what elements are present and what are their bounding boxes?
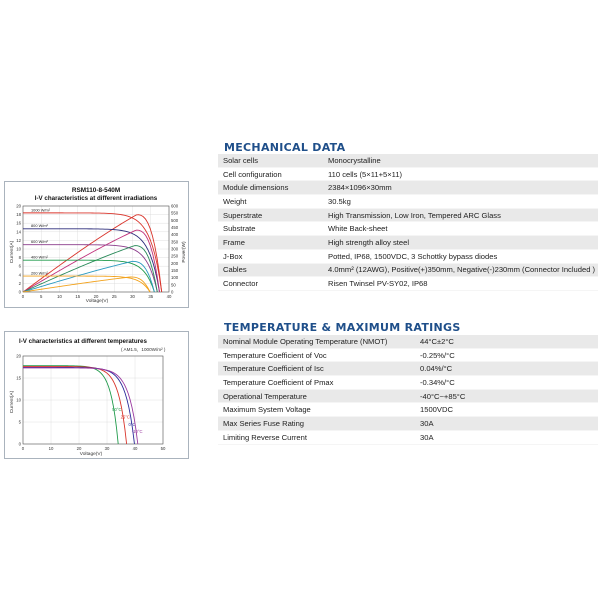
x-tick-label: 35 bbox=[148, 294, 154, 299]
temperature-spec-label: Nominal Module Operating Temperature (NMOT) bbox=[218, 335, 415, 348]
y-tick-label: 20 bbox=[16, 353, 21, 359]
y-tick-label: 16 bbox=[16, 220, 21, 226]
irradiation-chart bbox=[5, 182, 188, 307]
y2-axis-label: Power(W) bbox=[182, 241, 187, 263]
iv-curve bbox=[23, 368, 138, 444]
x-tick-label: 25 bbox=[111, 294, 117, 299]
y2-tick-label: 50 bbox=[171, 282, 176, 288]
mechanical-spec-value: 2384×1096×30mm bbox=[323, 181, 598, 195]
mechanical-spec-value: White Back-sheet bbox=[323, 222, 598, 236]
y-tick-label: 6 bbox=[18, 263, 21, 269]
temperature-spec-row bbox=[218, 348, 598, 362]
chart-title: I-V characteristics at different temperatures bbox=[19, 338, 147, 345]
temperature-spec-row bbox=[218, 335, 598, 348]
mechanical-spec-value: 4.0mm² (12AWG), Positive(+)350mm, Negative(-)230mm (Connector Included ) bbox=[323, 263, 598, 277]
mechanical-spec-value: Monocrystalline bbox=[323, 154, 598, 167]
x-tick-label: 40 bbox=[132, 446, 138, 451]
temperature-spec-value: -40°C~+85°C bbox=[415, 389, 598, 403]
iv-curve bbox=[23, 366, 118, 444]
x-tick-label: 30 bbox=[104, 446, 110, 451]
irradiation-chart-panel bbox=[4, 181, 189, 308]
y2-tick-label: 150 bbox=[171, 268, 179, 273]
x-tick-label: 30 bbox=[130, 294, 135, 299]
mechanical-spec-row bbox=[218, 277, 598, 291]
temperature-chart-panel bbox=[4, 331, 189, 459]
y2-tick-label: 250 bbox=[171, 253, 179, 259]
y-tick-label: 10 bbox=[16, 397, 21, 403]
power-curve bbox=[23, 277, 150, 292]
x-tick-label: 0 bbox=[21, 446, 25, 451]
y2-tick-label: 550 bbox=[171, 210, 179, 216]
mechanical-spec-label: Module dimensions bbox=[218, 181, 323, 195]
chart-title: I-V characteristics at different irradiations bbox=[34, 195, 158, 202]
series-label: 400 W/m² bbox=[31, 254, 48, 260]
series-label: 0°C bbox=[128, 421, 136, 427]
series-label: 800 W/m² bbox=[31, 223, 48, 229]
y-tick-label: 4 bbox=[18, 272, 21, 278]
mechanical-spec-row bbox=[218, 154, 598, 167]
y-tick-label: 14 bbox=[16, 229, 21, 235]
x-tick-label: 15 bbox=[75, 294, 81, 299]
y-tick-label: 20 bbox=[16, 203, 21, 209]
power-curve bbox=[23, 246, 157, 292]
y-tick-label: 8 bbox=[18, 255, 21, 261]
y-tick-label: 18 bbox=[16, 212, 21, 218]
mechanical-data-heading: MECHANICAL DATA bbox=[224, 141, 346, 154]
temperature-spec-value: 30A bbox=[415, 417, 598, 431]
y-tick-label: 12 bbox=[16, 237, 21, 243]
series-label: 200 W/m² bbox=[31, 270, 48, 276]
mechanical-spec-value: 110 cells (5×11+5×11) bbox=[323, 167, 598, 181]
mechanical-spec-label: Cell configuration bbox=[218, 167, 323, 181]
temperature-spec-label: Temperature Coefficient of Voc bbox=[218, 348, 415, 362]
temperature-spec-label: Temperature Coefficient of Pmax bbox=[218, 376, 415, 390]
chart-subtitle: ( AM1.5，1000W/m² ) bbox=[121, 347, 166, 352]
temperature-ratings-table bbox=[218, 335, 598, 445]
mechanical-spec-row bbox=[218, 195, 598, 209]
power-curve bbox=[23, 261, 154, 292]
mechanical-spec-label: Cables bbox=[218, 263, 323, 277]
x-tick-label: 50 bbox=[160, 446, 166, 451]
temperature-spec-value: 0.04%/°C bbox=[415, 362, 598, 376]
mechanical-spec-row bbox=[218, 181, 598, 195]
mechanical-spec-label: Frame bbox=[218, 236, 323, 250]
y2-tick-label: 0 bbox=[171, 289, 174, 295]
y2-tick-label: 450 bbox=[171, 225, 179, 230]
series-label: 600 W/m² bbox=[31, 239, 48, 245]
temperature-spec-label: Temperature Coefficient of Isc bbox=[218, 362, 415, 376]
mechanical-spec-label: Weight bbox=[218, 195, 323, 209]
y-tick-label: 5 bbox=[18, 419, 21, 425]
x-tick-label: 20 bbox=[93, 294, 99, 299]
temperature-spec-value: -0.25%/°C bbox=[415, 348, 598, 362]
temperature-chart bbox=[5, 332, 188, 458]
x-tick-label: 0 bbox=[21, 294, 25, 299]
y2-tick-label: 500 bbox=[171, 217, 179, 223]
series-label: -10°C bbox=[131, 429, 143, 435]
mechanical-spec-row bbox=[218, 208, 598, 222]
mechanical-spec-row bbox=[218, 263, 598, 277]
mechanical-spec-value: Potted, IP68, 1500VDC, 3 Schottky bypass diodes bbox=[323, 249, 598, 263]
y-tick-label: 10 bbox=[16, 246, 21, 252]
mechanical-spec-row bbox=[218, 167, 598, 181]
y-tick-label: 2 bbox=[18, 280, 21, 286]
temperature-spec-label: Max Series Fuse Rating bbox=[218, 417, 415, 431]
iv-curve bbox=[23, 367, 134, 444]
mechanical-spec-value: Risen Twinsel PV-SY02, IP68 bbox=[323, 277, 598, 291]
series-label: 1000 W/m² bbox=[31, 207, 51, 213]
y2-tick-label: 600 bbox=[171, 203, 179, 209]
temperature-spec-value: 1500VDC bbox=[415, 403, 598, 417]
series-label: 25°C bbox=[120, 414, 130, 420]
x-tick-label: 20 bbox=[76, 446, 82, 451]
x-axis-label: Voltage(V) bbox=[85, 299, 109, 304]
y2-tick-label: 400 bbox=[171, 232, 179, 238]
mechanical-spec-row bbox=[218, 236, 598, 250]
y-tick-label: 0 bbox=[18, 441, 21, 447]
temperature-spec-label: Maximum System Voltage bbox=[218, 403, 415, 417]
temperature-spec-row bbox=[218, 403, 598, 417]
chart-model-title: RSM110-8-540M bbox=[71, 187, 121, 194]
x-tick-label: 10 bbox=[48, 446, 54, 451]
mechanical-data-table bbox=[218, 154, 598, 291]
mechanical-spec-label: J-Box bbox=[218, 249, 323, 263]
y-tick-label: 0 bbox=[18, 289, 21, 295]
temperature-spec-value: -0.34%/°C bbox=[415, 376, 598, 390]
mechanical-spec-label: Substrate bbox=[218, 222, 323, 236]
x-tick-label: 5 bbox=[40, 294, 43, 299]
iv-curve bbox=[23, 245, 157, 292]
mechanical-spec-label: Solar cells bbox=[218, 154, 323, 167]
y2-tick-label: 100 bbox=[171, 275, 179, 281]
y-axis-label: Current(A) bbox=[10, 390, 15, 414]
temperature-spec-row bbox=[218, 362, 598, 376]
temperature-spec-value: 30A bbox=[415, 430, 598, 444]
y-axis-label: Current(A) bbox=[10, 240, 15, 264]
mechanical-spec-label: Connector bbox=[218, 277, 323, 291]
mechanical-spec-row bbox=[218, 249, 598, 263]
y2-tick-label: 200 bbox=[171, 260, 179, 266]
temperature-spec-row bbox=[218, 417, 598, 431]
mechanical-spec-value: High Transmission, Low Iron, Tempered ARC Glass bbox=[323, 208, 598, 222]
mechanical-spec-row bbox=[218, 222, 598, 236]
y-tick-label: 15 bbox=[16, 375, 21, 381]
temperature-spec-row bbox=[218, 430, 598, 444]
x-tick-label: 40 bbox=[166, 294, 172, 299]
temperature-spec-label: Limiting Reverse Current bbox=[218, 430, 415, 444]
temperature-spec-row bbox=[218, 376, 598, 390]
mechanical-spec-label: Superstrate bbox=[218, 208, 323, 222]
series-label: 50°C bbox=[112, 407, 122, 413]
x-tick-label: 10 bbox=[57, 294, 62, 299]
temperature-spec-row bbox=[218, 389, 598, 403]
temperature-ratings-heading: TEMPERATURE & MAXIMUM RATINGS bbox=[224, 321, 461, 334]
y2-tick-label: 350 bbox=[171, 239, 179, 245]
temperature-spec-label: Operational Temperature bbox=[218, 389, 415, 403]
mechanical-spec-value: 30.5kg bbox=[323, 195, 598, 209]
x-axis-label: Voltage(V) bbox=[79, 452, 103, 457]
temperature-spec-value: 44°C±2°C bbox=[415, 335, 598, 348]
mechanical-spec-value: High strength alloy steel bbox=[323, 236, 598, 250]
y2-tick-label: 300 bbox=[171, 246, 179, 252]
